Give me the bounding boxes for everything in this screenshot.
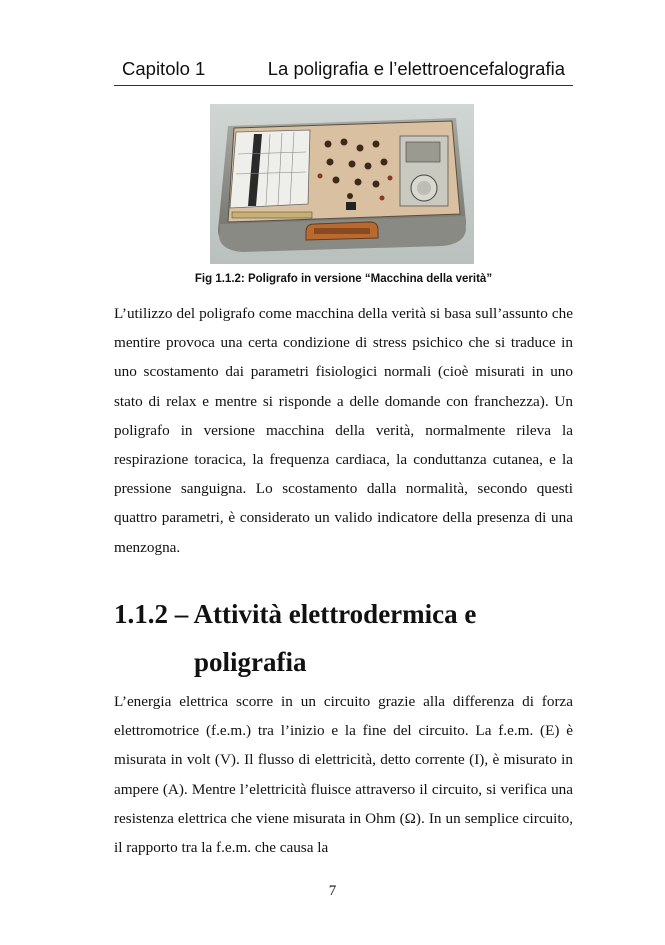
figure-caption: Fig 1.1.2: Poligrafo in versione “Macchina della verità” (194, 273, 493, 285)
chapter-label: Capitolo 1 (122, 58, 206, 79)
section-heading-line2: poligrafia (194, 647, 307, 677)
body-paragraph: L’energia elettrica scorre in un circuito grazie alla differenza di forza elettromotrice (f.e.m.) tra l’inizio e la fine del circuito. La f.e.m. (E) è misurata in volt (V). Il flusso di elettricità, detto corrente (I), è misurato in ampere (A). Mentre l’elettricità fluisce attraverso il circuito, si verifica una resistenza elettrica che viene misurata in Ohm (Ω). In un semplice circuito, il rapporto tra la f.e.m. che causa la (114, 693, 573, 857)
page-header (114, 55, 573, 86)
chapter-title: La poligrafia e l’elettroencefalografia (267, 58, 565, 79)
body-paragraph: L’utilizzo del poligrafo come macchina della verità si basa sull’assunto che mentire provoca una certa condizione di stress psichico che si traduce in uno scostamento dai parametri fisiologici normali (cioè misurati in uno stato di relax e mentre si risponde a delle domande con franchezza). Un poligrafo in versione macchina della verità, normalmente rileva la respirazione toracica, la frequenza cardiaca, la conduttanza cutanea, e la pressione sanguigna. Lo scostamento dalla normalità, secondo questi quattro parametri, è considerato un valido indicatore della presenza di una menzogna. (114, 305, 573, 556)
page-number: 7 (328, 883, 337, 899)
polygraph-photo (210, 104, 474, 264)
section-heading (114, 590, 584, 686)
section-heading-line1: 1.1.2 – Attività elettrodermica e (114, 599, 477, 629)
